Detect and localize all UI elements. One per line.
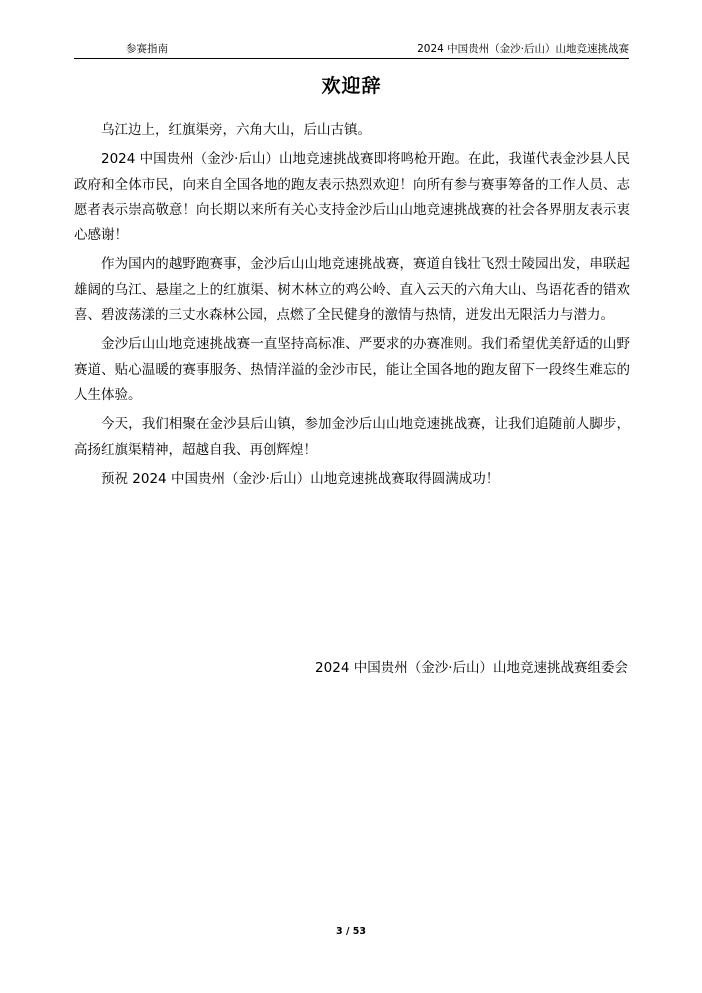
paragraph: 今天，我们相聚在金沙县后山镇，参加金沙后山山地竞速挑战赛，让我们追随前人脚步，高扬红旗渠精神，超越自我、再创辉煌！	[74, 416, 630, 458]
signature: 2024 中国贵州（金沙·后山）山地竞速挑战赛组委会	[315, 660, 628, 676]
page-title: 欢迎辞	[321, 75, 382, 97]
header-event-title: 2024 中国贵州（金沙·后山）山地竞速挑战赛	[417, 43, 629, 55]
paragraph: 作为国内的越野跑赛事，金沙后山山地竞速挑战赛，赛道自钱壮飞烈士陵园出发，串联起雄阔的乌江、悬崖之上的红旗渠、树木林立的鸡公岭、直入云天的六角大山、鸟语花香的错欢喜、碧波荡漾的三丈水森林公园，点燃了全民健身的激情与热情，迸发出无限活力与潜力。	[74, 256, 630, 324]
header-divider	[74, 58, 629, 59]
header-section-label: 参赛指南	[126, 43, 168, 55]
paragraph: 乌江边上，红旗渠旁，六角大山，后山古镇。	[101, 122, 371, 138]
paragraph: 金沙后山山地竞速挑战赛一直坚持高标准、严要求的办赛准则。我们希望优美舒适的山野赛道、贴心温暖的赛事服务、热情洋溢的金沙市民，能让全国各地的跑友留下一段终生难忘的人生体验。	[74, 336, 630, 403]
page-number: 3 / 53	[336, 926, 366, 937]
page-header	[74, 41, 629, 59]
paragraph: 预祝 2024 中国贵州（金沙·后山）山地竞速挑战赛取得圆满成功！	[101, 470, 500, 487]
welcome-letter-body	[74, 118, 630, 496]
paragraph: 2024 中国贵州（金沙·后山）山地竞速挑战赛即将鸣枪开跑。在此，我谨代表金沙县人民政府和全体市民，向来自全国各地的跑友表示热烈欢迎！向所有参与赛事筹备的工作人员、志愿者表示崇高敬意！向长期以来所有关心支持金沙后山山地竞速挑战赛的社会各界朋友表示衷心感谢！	[74, 151, 630, 244]
